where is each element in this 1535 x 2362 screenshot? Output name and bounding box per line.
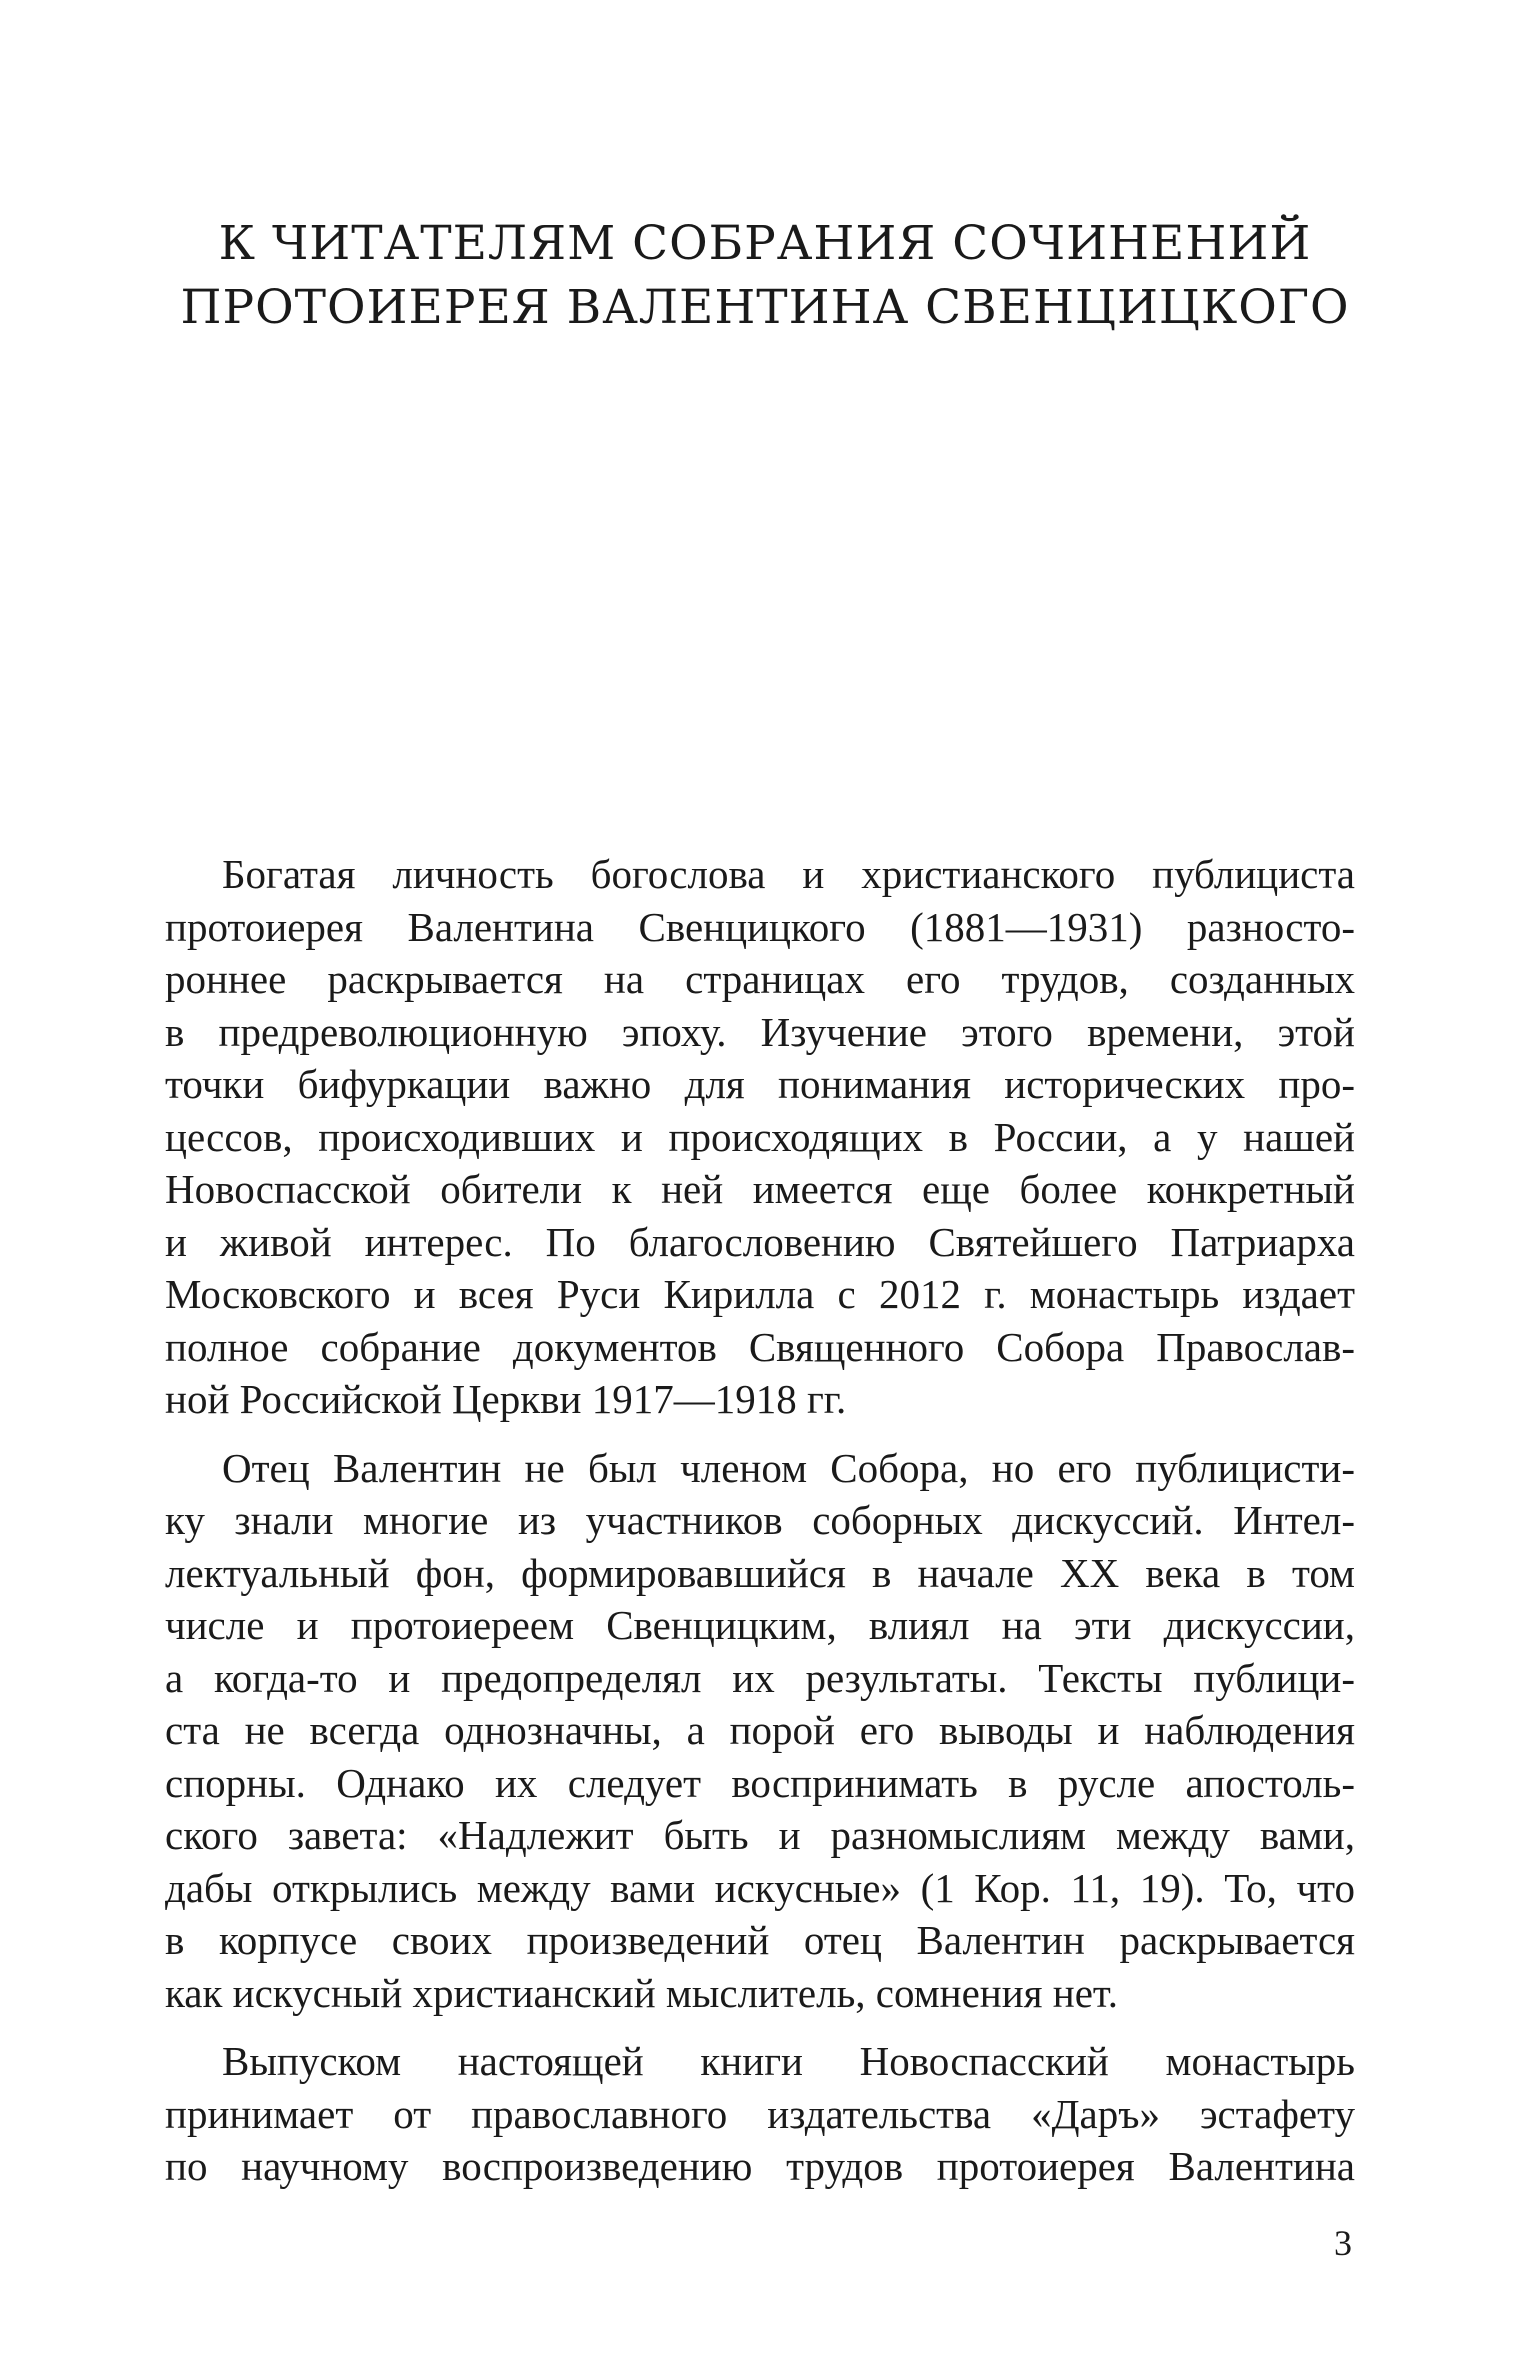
text-line: ста не всегда однозначны, а порой его выводы и наблюдения xyxy=(165,1707,1355,1753)
chapter-title xyxy=(165,212,1365,340)
text-line: дабы открылись между вами искусные» (1 Кор. 11, 19). То, что xyxy=(165,1864,1355,1911)
paragraph-2 xyxy=(165,1442,1355,2020)
text-line: ского завета: «Надлежит быть и разномыслиям между вами, xyxy=(165,1812,1355,1858)
text-line: Московского и всея Руси Кирилла с 2012 г. монастырь издает xyxy=(165,1271,1355,1317)
text-line: спорны. Однако их следует воспринимать в русле апостоль- xyxy=(165,1759,1355,1806)
text-line: полное собрание документов Священного Собора Православ- xyxy=(165,1323,1355,1370)
chapter-title-line-1: К ЧИТАТЕЛЯМ СОБРАНИЯ СОЧИНЕНИЙ xyxy=(218,216,1312,271)
paragraph-3 xyxy=(165,2035,1355,2193)
text-line: числе и протоиереем Свенцицким, влиял на эти дискуссии, xyxy=(165,1602,1355,1648)
page-number: 3 xyxy=(1334,2223,1352,2263)
text-line: Новоспасской обители к ней имеется еще более конкретный xyxy=(165,1166,1355,1212)
text-line: в предреволюционную эпоху. Изучение этого времени, этой xyxy=(165,1008,1355,1055)
body-text xyxy=(165,848,1355,2193)
text-line: по научному воспроизведению трудов протоиерея Валентина xyxy=(165,2143,1355,2189)
text-line: ной Российской Церкви 1917—1918 гг. xyxy=(165,1376,847,1422)
text-line: как искусный христианский мыслитель, сомнения нет. xyxy=(165,1969,1118,2016)
text-line: роннее раскрывается на страницах его трудов, созданных xyxy=(165,956,1355,1002)
text-line: а когда-то и предопределял их результаты. Тексты публици- xyxy=(165,1654,1355,1701)
text-line: Богатая личность богослова и христианского публициста xyxy=(222,851,1355,897)
paragraph-spacer xyxy=(165,1426,1355,1442)
text-line: Выпуском настоящей книги Новоспасский монастырь xyxy=(222,2038,1355,2084)
text-line: ку знали многие из участников соборных дискуссий. Интел- xyxy=(165,1497,1355,1543)
chapter-title-line-2: ПРОТОИЕРЕЯ ВАЛЕНТИНА СВЕНЦИЦКОГО xyxy=(180,280,1350,335)
text-line: принимает от православного издательства «Даръ» эстафету xyxy=(165,2090,1355,2137)
text-line: лектуальный фон, формировавшийся в начале XX века в том xyxy=(165,1549,1355,1596)
paragraph-1 xyxy=(165,848,1355,1426)
paragraph-spacer xyxy=(165,2019,1355,2035)
text-line: Отец Валентин не был членом Собора, но его публицисти- xyxy=(222,1444,1355,1491)
text-line: протоиерея Валентина Свенцицкого (1881—1931) разносто- xyxy=(165,903,1355,950)
text-line: и живой интерес. По благословению Святейшего Патриарха xyxy=(165,1218,1355,1265)
text-line: в корпусе своих произведений отец Валентин раскрывается xyxy=(165,1917,1355,1963)
text-line: точки бифуркации важно для понимания исторических про- xyxy=(165,1061,1355,1107)
text-line: цессов, происходивших и происходящих в России, а у нашей xyxy=(165,1113,1355,1160)
